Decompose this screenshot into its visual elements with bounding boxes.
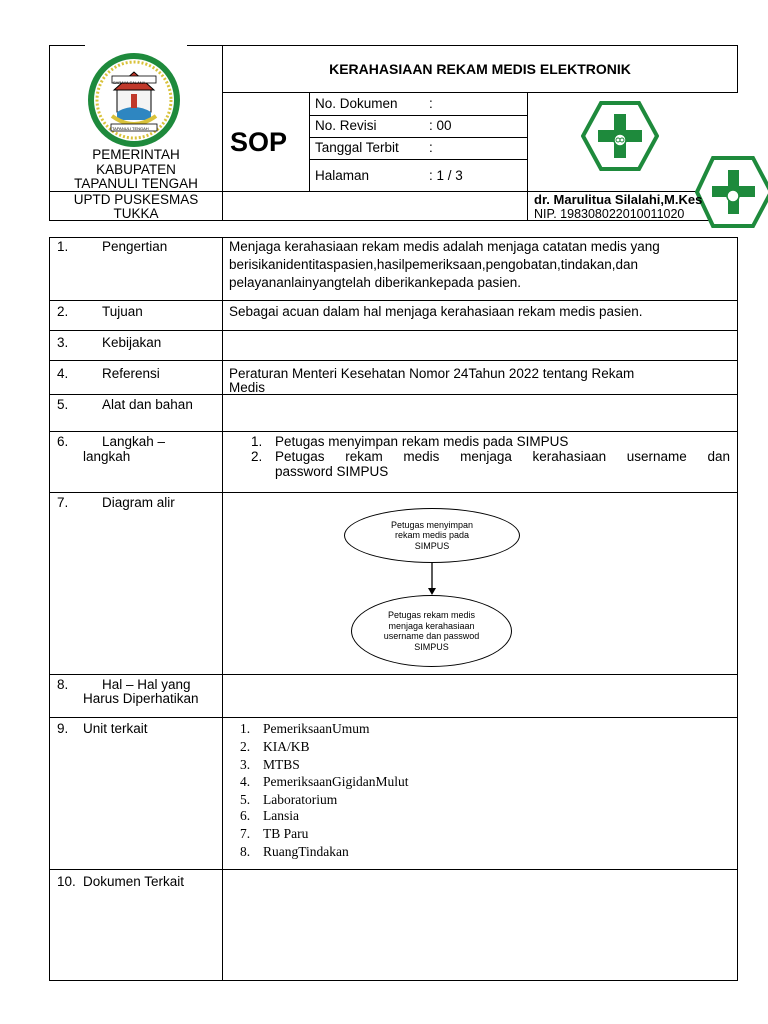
unit-number: 2. — [240, 739, 251, 754]
step-number: 2. — [251, 449, 263, 464]
section-text-line: Menjaga kerahasiaan rekam medis adalah menjaga catatan medis yang — [229, 239, 660, 254]
doc-info-value-4: : 1 / 3 — [429, 168, 463, 183]
section-number: 6. — [57, 434, 69, 449]
step-text: Petugas menyimpan rekam medis pada SIMPUS — [275, 434, 569, 449]
unit-item: TB Paru — [263, 826, 309, 841]
section-text-line: Sebagai acuan dalam hal menjaga kerahasiaan rekam medis pasien. — [229, 304, 643, 319]
doc-info-value-3: : — [429, 140, 433, 155]
step-text: Petugas rekam medis menjaga kerahasiaan username dan — [275, 449, 730, 464]
flowchart-node: Petugas menyimpan rekam medis pada SIMPUS — [344, 508, 520, 563]
section-label: Kebijakan — [102, 335, 162, 350]
section-number: 8. — [57, 677, 69, 692]
unit-item: KIA/KB — [263, 739, 310, 754]
section-label: Referensi — [102, 366, 160, 381]
section-text-line: Medis — [229, 380, 266, 395]
flowchart-node: Petugas rekam medis menjaga kerahasiaan username dan passwod SIMPUS — [351, 595, 512, 667]
unit-number: 3. — [240, 757, 251, 772]
institution-line-2: KABUPATEN — [96, 162, 176, 177]
flowchart-arrow — [426, 562, 438, 596]
section-label: Dokumen Terkait — [83, 874, 185, 889]
doc-info-label-2: No. Revisi — [315, 118, 377, 133]
section-number: 7. — [57, 495, 69, 510]
signatory-name: dr. Marulitua Silalahi,M.Kes — [534, 192, 703, 207]
section-label: Hal – Hal yang — [102, 677, 191, 692]
doc-info-label-3: Tanggal Terbit — [315, 140, 399, 155]
section-number: 2. — [57, 304, 69, 319]
section-number: 9. — [57, 721, 69, 736]
puskesmas-logo-icon-secondary — [695, 155, 768, 229]
institution-line-1: PEMERINTAH — [92, 147, 180, 162]
unit-item: PemeriksaanGigidanMulut — [263, 774, 409, 789]
logo-text-bottom: TAPANULI TENGAH — [112, 126, 149, 131]
unit-number: 8. — [240, 844, 251, 859]
section-text-line: Peraturan Menteri Kesehatan Nomor 24Tahun 2022 tentang Rekam — [229, 366, 635, 381]
unit-item: PemeriksaanUmum — [263, 721, 370, 736]
doc-info-label-4: Halaman — [315, 168, 370, 183]
section-label: Pengertian — [102, 239, 168, 254]
unit-line-2: TUKKA — [113, 206, 159, 221]
section-label: Diagram alir — [102, 495, 175, 510]
section-label: Alat dan bahan — [102, 397, 193, 412]
doc-info-value-2: : 00 — [429, 118, 452, 133]
regency-logo-icon — [84, 50, 184, 150]
step-text: password SIMPUS — [275, 464, 389, 479]
document-title: KERAHASIAAN REKAM MEDIS ELEKTRONIK — [329, 61, 631, 77]
unit-number: 7. — [240, 826, 251, 841]
unit-item: Laboratorium — [263, 792, 338, 807]
step-number: 1. — [251, 434, 263, 449]
section-number: 3. — [57, 335, 69, 350]
signatory-nip: NIP. 198308022010011020 — [534, 207, 685, 221]
unit-number: 4. — [240, 774, 251, 789]
section-label: Unit terkait — [83, 721, 148, 736]
section-number: 10. — [57, 874, 76, 889]
logo-text-top: SARAYA SALANA — [113, 80, 146, 85]
section-label: Harus Diperhatikan — [83, 691, 199, 706]
unit-item: MTBS — [263, 757, 300, 772]
section-text-line: pelayananlainyangtelah diberikankepada pasien. — [229, 275, 521, 290]
unit-number: 5. — [240, 792, 251, 807]
section-label: Langkah – — [102, 434, 166, 449]
unit-line-1: UPTD PUSKESMAS — [73, 192, 199, 207]
unit-number: 6. — [240, 808, 251, 823]
institution-line-3: TAPANULI TENGAH — [74, 176, 198, 191]
section-label: langkah — [83, 449, 131, 464]
section-number: 5. — [57, 397, 69, 412]
doc-info-label-1: No. Dokumen — [315, 96, 398, 111]
section-number: 1. — [57, 239, 69, 254]
section-label: Tujuan — [102, 304, 143, 319]
unit-number: 1. — [240, 721, 251, 736]
unit-item: Lansia — [263, 808, 299, 823]
unit-item: RuangTindakan — [263, 844, 349, 859]
section-text-line: berisikanidentitaspasien,hasilpemeriksaan,pengobatan,tindakan,dan — [229, 257, 639, 272]
doc-info-value-1: : — [429, 96, 433, 111]
section-number: 4. — [57, 366, 69, 381]
sop-label: SOP — [230, 127, 288, 157]
puskesmas-logo-icon — [581, 100, 659, 172]
